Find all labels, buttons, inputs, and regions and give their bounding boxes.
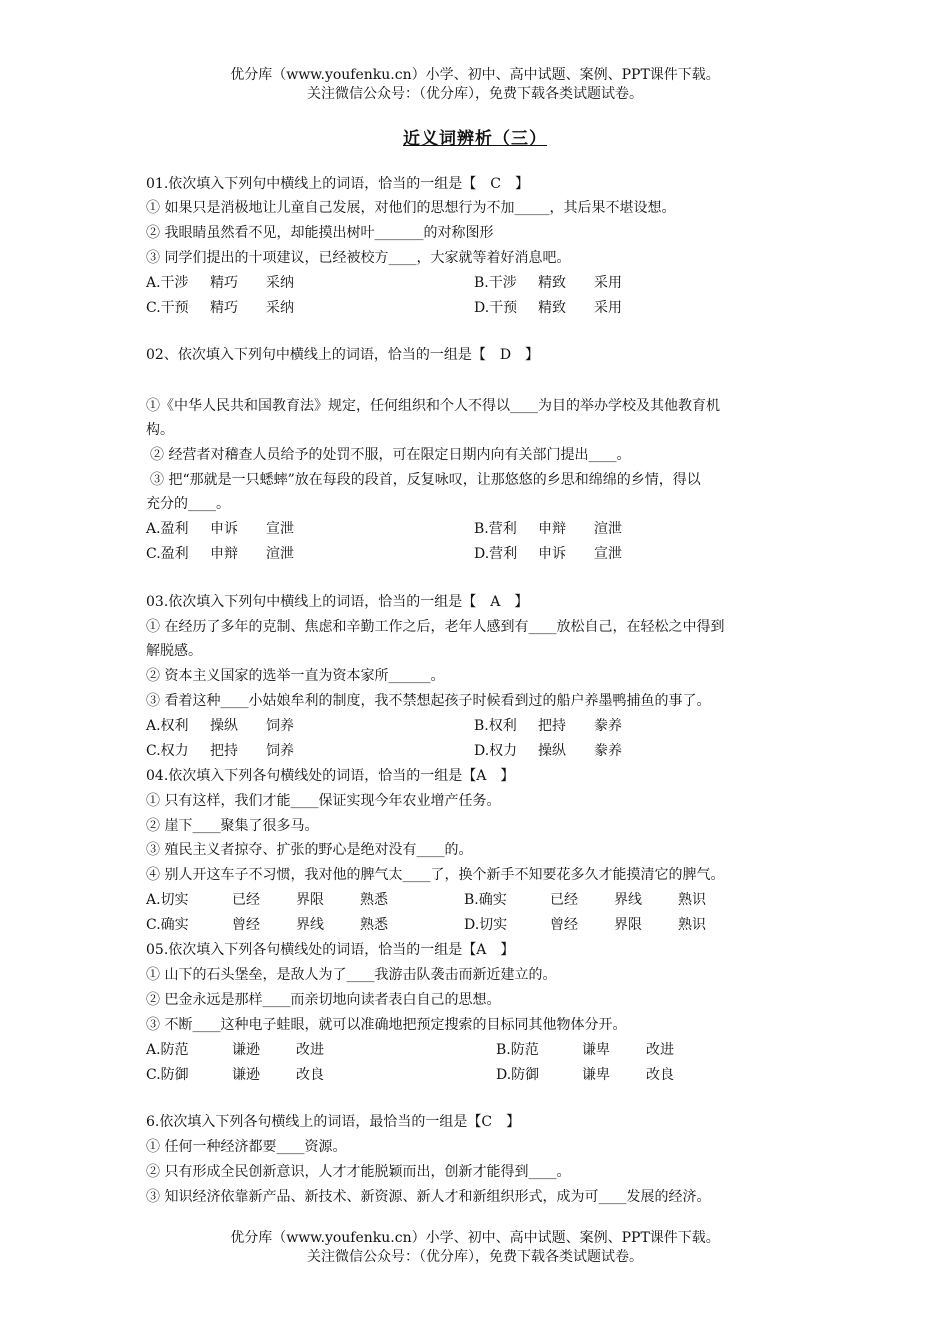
q1-stem: 01.依次填入下列句中横线上的词语，恰当的一组是【 C 】: [146, 176, 529, 192]
q2-stem: 02、依次填入下列句中横线上的词语，恰当的一组是【 D 】: [146, 347, 540, 363]
header-line-1: 优分库（www.youfenku.cn）小学、初中、高中试题、案例、PPT课件下载。: [230, 67, 720, 83]
q3-option-a: A.权利 操纵 饲养: [146, 718, 294, 734]
q5-sentence-3: ③ 不断____这种电子蛙眼，就可以准确地把预定搜索的目标同其他物体分开。: [146, 1017, 627, 1033]
q3-option-d: D.权力 操纵 豢养: [474, 743, 622, 759]
q4-sentence-3: ③ 殖民主义者掠夺、扩张的野心是绝对没有____的。: [146, 842, 473, 858]
q6-sentence-2: ② 只有形成全民创新意识，人才才能脱颖而出，创新才能得到____。: [146, 1164, 571, 1180]
q2-option-b: B.营利 申辩 渲泄: [474, 521, 622, 537]
q5-sentence-2: ② 巴金永远是那样____而亲切地向读者表白自己的思想。: [146, 992, 501, 1008]
q2-option-c: C.盈利 申辩 渲泄: [146, 546, 294, 562]
q5-option-a: A.防范 谦逊 改进: [146, 1042, 324, 1058]
q6-sentence-1: ① 任何一种经济都要____资源。: [146, 1139, 347, 1155]
q2-sentence-2: ② 经营者对稽查人员给予的处罚不服，可在限定日期内向有关部门提出____。: [150, 447, 631, 463]
q4-stem: 04.依次填入下列各句横线处的词语，恰当的一组是【A 】: [146, 768, 515, 784]
q2-sentence-1b: 构。: [146, 422, 174, 438]
q5-option-b: B.防范 谦卑 改进: [496, 1042, 674, 1058]
q5-stem: 05.依次填入下列各句横线处的词语，恰当的一组是【A 】: [146, 942, 515, 958]
q1-option-d: D.干预 精致 采用: [474, 300, 622, 316]
page-title: 近义词辨析（三）: [403, 129, 547, 149]
q3-sentence-1a: ① 在经历了多年的克制、焦虑和辛勤工作之后，老年人感到有____放松自己，在轻松之中得到: [146, 619, 725, 635]
q3-sentence-3: ③ 看着这种____小姑娘牟利的制度，我不禁想起孩子时候看到过的船户养墨鸭捕鱼的事了。: [146, 693, 711, 709]
q4-sentence-2: ② 崖下____聚集了很多马。: [146, 818, 319, 834]
q4-option-c: C.确实 曾经 界线 熟悉: [146, 917, 388, 933]
q1-option-b: B.干涉 精致 采用: [474, 275, 622, 291]
q4-option-d: D.切实 曾经 界限 熟识: [464, 917, 706, 933]
q3-option-b: B.权利 把持 豢养: [474, 718, 622, 734]
q2-sentence-1a: ①《中华人民共和国教育法》规定，任何组织和个人不得以____为目的举办学校及其他教育机: [146, 398, 720, 414]
page-footer: [0, 1229, 950, 1267]
page-header: [0, 66, 950, 104]
q5-option-d: D.防御 谦卑 改良: [496, 1067, 674, 1083]
q1-option-a: A.干涉 精巧 采纳: [146, 275, 294, 291]
footer-line-2: 关注微信公众号：（优分库），免费下载各类试题试卷。: [307, 1249, 643, 1265]
q6-stem: 6.依次填入下列各句横线上的词语，最恰当的一组是【C 】: [146, 1114, 521, 1130]
q4-option-a: A.切实 已经 界限 熟悉: [146, 892, 388, 908]
q4-sentence-1: ① 只有这样，我们才能____保证实现今年农业增产任务。: [146, 793, 501, 809]
q1-sentence-2: ② 我眼睛虽然看不见，却能摸出树叶_______的对称图形: [146, 225, 494, 241]
q1-sentence-3: ③ 同学们提出的十项建议，已经被校方____，大家就等着好消息吧。: [146, 250, 571, 266]
q6-sentence-3: ③ 知识经济依靠新产品、新技术、新资源、新人才和新组织形式，成为可____发展的经济。: [146, 1189, 711, 1205]
q1-sentence-1: ① 如果只是消极地让儿童自己发展，对他们的思想行为不加_____，其后果不堪设想。: [146, 200, 676, 216]
q3-option-c: C.权力 把持 饲养: [146, 743, 294, 759]
q3-sentence-2: ② 资本主义国家的选举一直为资本家所______。: [146, 668, 445, 684]
footer-line-1: 优分库（www.youfenku.cn）小学、初中、高中试题、案例、PPT课件下载。: [230, 1230, 720, 1246]
q2-sentence-3a: ③ 把“那就是一只蟋蟀”放在每段的段首，反复咏叹，让那悠悠的乡思和绵绵的乡情，得以: [150, 472, 701, 488]
q4-sentence-4: ④ 别人开这车子不习惯，我对他的脾气太____了，换个新手不知要花多久才能摸清它的脾气。: [146, 867, 725, 883]
q3-sentence-1b: 解脱感。: [146, 643, 202, 659]
q4-option-b: B.确实 已经 界线 熟识: [464, 892, 706, 908]
q1-option-c: C.干预 精巧 采纳: [146, 300, 294, 316]
q2-option-d: D.营利 申诉 宣泄: [474, 546, 622, 562]
q5-sentence-1: ① 山下的石头堡垒，是敌人为了____我游击队袭击而新近建立的。: [146, 967, 557, 983]
q3-stem: 03.依次填入下列句中横线上的词语，恰当的一组是【 A 】: [146, 594, 529, 610]
q2-option-a: A.盈利 申诉 宣泄: [146, 521, 294, 537]
q5-option-c: C.防御 谦逊 改良: [146, 1067, 324, 1083]
q2-sentence-3b: 充分的____。: [146, 496, 230, 512]
header-line-2: 关注微信公众号：（优分库），免费下载各类试题试卷。: [307, 86, 643, 102]
